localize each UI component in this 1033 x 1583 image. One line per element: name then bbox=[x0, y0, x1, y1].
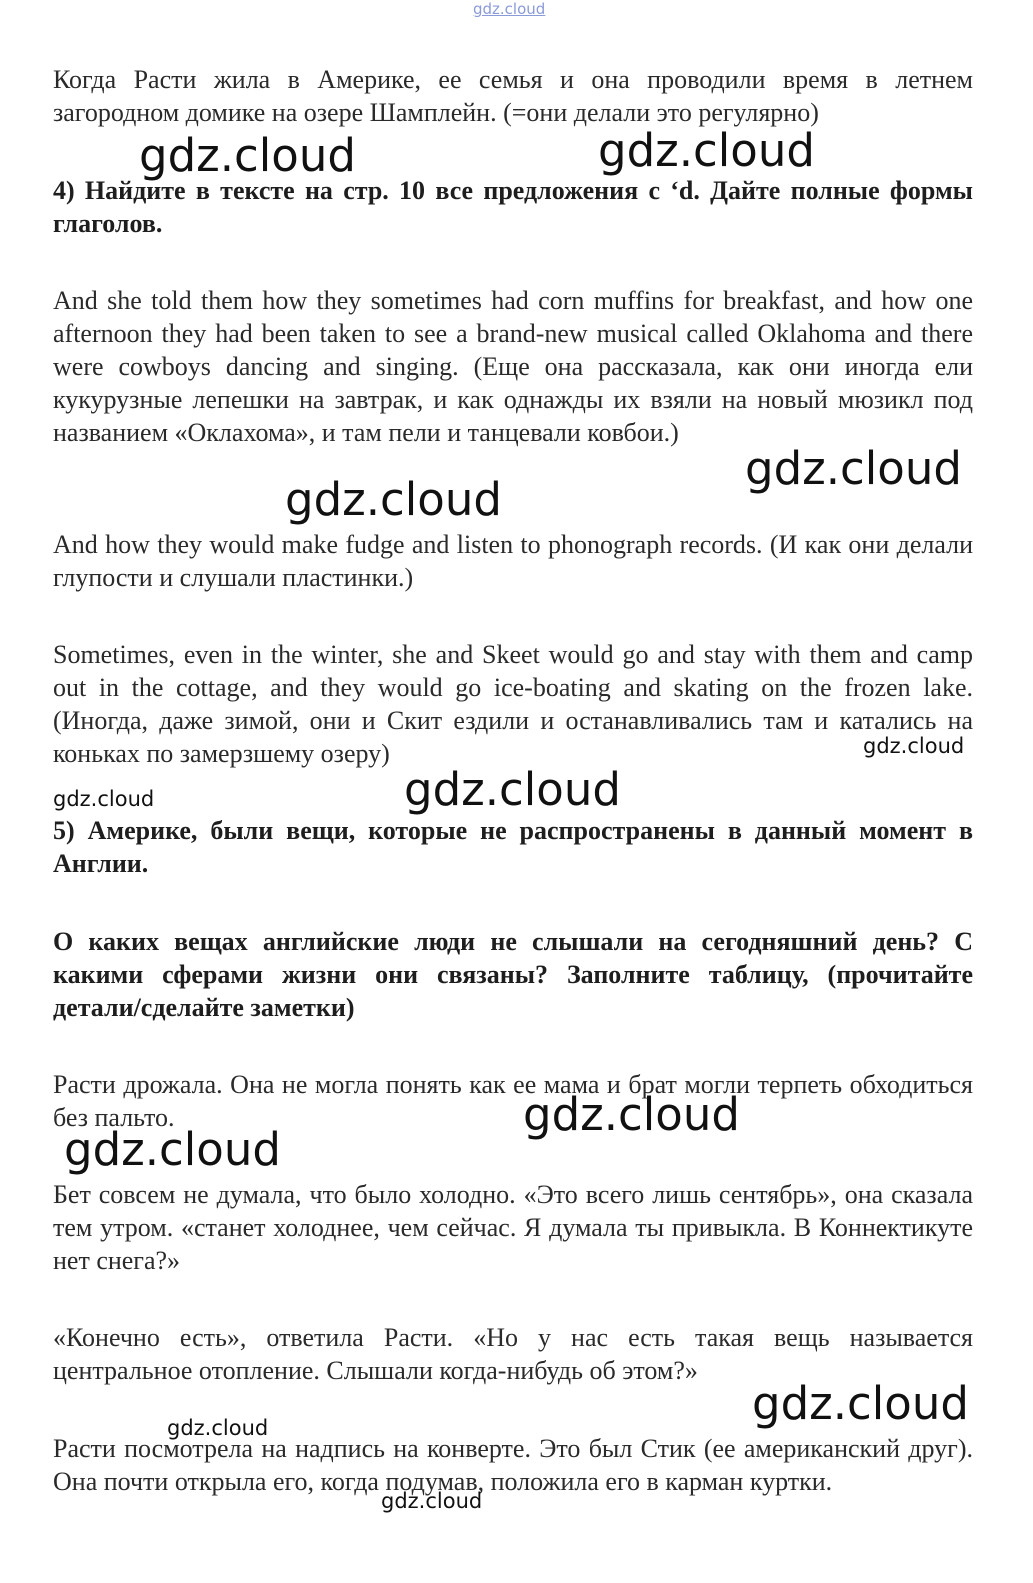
paragraph-rusty-shivered: Расти дрожала. Она не могла понять как ее мама и брат могли терпеть обходиться без пальто. bbox=[53, 1070, 973, 1132]
paragraph-central-heating: «Конечно есть», ответила Расти. «Но у нас есть такая вещь называется центральное отопление. Слышали когда-нибудь об этом?» bbox=[53, 1323, 973, 1385]
task-4-heading: 4) Найдите в тексте на стр. 10 все предложения с ‘d. Дайте полные формы глаголов. bbox=[53, 176, 973, 238]
watermark-small: gdz.cloud bbox=[167, 1416, 269, 1440]
watermark: gdz.cloud bbox=[64, 1123, 281, 1176]
watermark: gdz.cloud bbox=[598, 124, 815, 177]
watermark-small: gdz.cloud bbox=[53, 787, 155, 811]
watermark-top: gdz.cloud bbox=[473, 0, 546, 18]
watermark: gdz.cloud bbox=[404, 763, 621, 816]
task-5-question: О каких вещах английские люди не слышали на сегодняшний день? С какими сферами жизни они связаны? Заполните таблицу, (прочитайте детали/сделайте заметки) bbox=[53, 927, 973, 1022]
task-5-heading: 5) Америке, были вещи, которые не распространены в данный момент в Англии. bbox=[53, 816, 973, 878]
paragraph-beth-september: Бет совсем не думала, что было холодно. «Это всего лишь сентябрь», она сказала тем утром. «станет холоднее, чем сейчас. Я думала ты привыкла. В Коннектикуте нет снега?» bbox=[53, 1180, 973, 1275]
paragraph-envelope: Расти посмотрела на надпись на конверте. Это был Стик (ее американский друг). Она почти открыла его, когда подумав, положила его в карман куртки. bbox=[53, 1434, 973, 1496]
watermark: gdz.cloud bbox=[523, 1088, 740, 1141]
paragraph-winter: Sometimes, even in the winter, she and Skeet would go and stay with them and camp out in the cottage, and they would go ice-boating and skating on the frozen lake. (Иногда, даже зимой, они и Скит ездили и останавливались там и катались на коньках по замерзшему озеру) bbox=[53, 640, 973, 768]
watermark: gdz.cloud bbox=[285, 473, 502, 526]
watermark-small: gdz.cloud bbox=[381, 1489, 483, 1513]
watermark-small: gdz.cloud bbox=[863, 734, 965, 758]
paragraph-corn-muffins: And she told them how they sometimes had corn muffins for breakfast, and how one afternoon they had been taken to see a brand-new musical called Oklahoma and there were cowboys dancing and singing. (Еще она рассказала, как они иногда ели кукурузные лепешки на завтрак, и как однажды их взяли на новый мюзикл под названием «Оклахома», и там пели и танцевали ковбои.) bbox=[53, 286, 973, 447]
watermark: gdz.cloud bbox=[745, 442, 962, 495]
watermark: gdz.cloud bbox=[139, 129, 356, 182]
paragraph-fudge: And how they would make fudge and listen to phonograph records. (И как они делали глупости и слушали пластинки.) bbox=[53, 530, 973, 592]
watermark: gdz.cloud bbox=[752, 1377, 969, 1430]
paragraph-lake-house: Когда Расти жила в Америке, ее семья и она проводили время в летнем загородном домике на озере Шамплейн. (=они делали это регулярно) bbox=[53, 65, 973, 127]
